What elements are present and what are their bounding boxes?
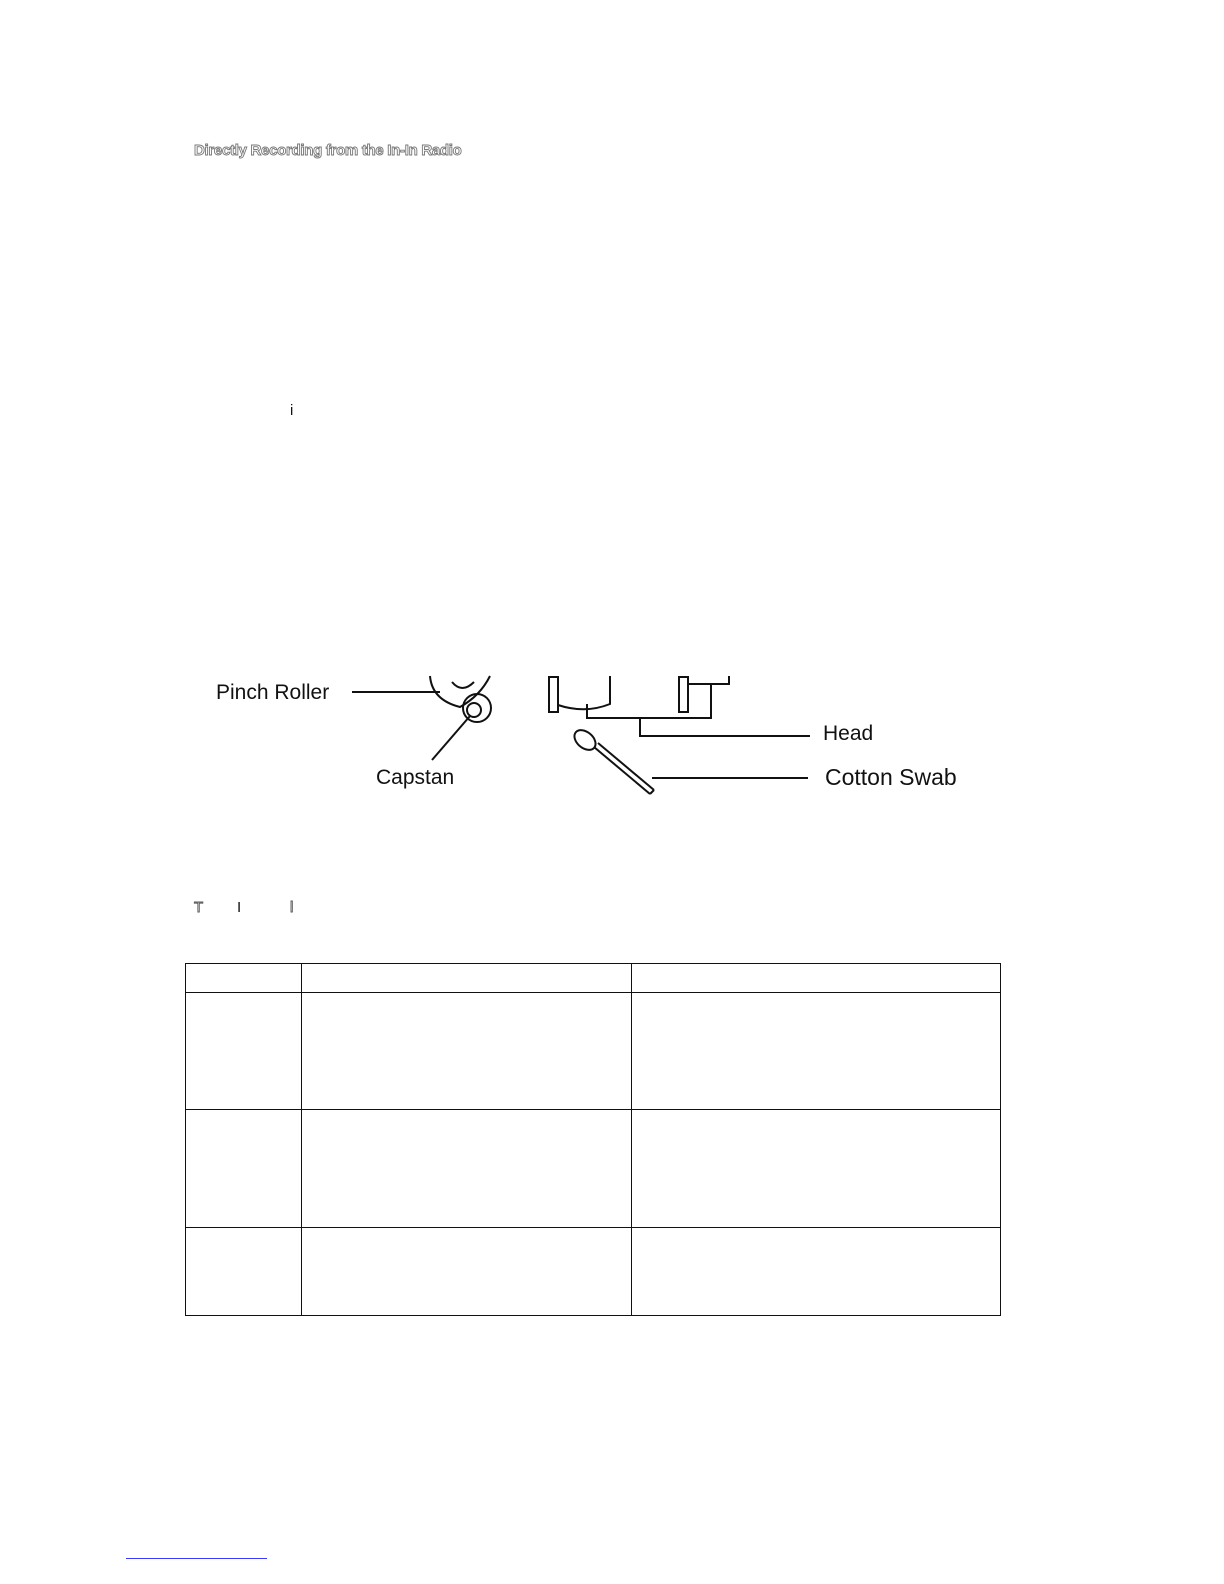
table-row — [186, 993, 1001, 1110]
table-row — [186, 1110, 1001, 1228]
head-block-left — [549, 677, 558, 712]
stray-mark: i — [290, 402, 294, 419]
capstan-leader — [432, 716, 470, 760]
table-cell — [632, 1228, 1001, 1316]
stray-mark: T — [194, 899, 204, 916]
page-heading: Directly Recording from the In-In Radio — [194, 142, 462, 159]
table-row — [186, 1228, 1001, 1316]
pinch-roller-label: Pinch Roller — [216, 681, 330, 704]
stray-mark: I — [237, 899, 242, 916]
stray-mark: l — [290, 899, 294, 916]
table-cell — [186, 964, 302, 993]
table-cell — [302, 1228, 632, 1316]
cotton-swab-tip — [571, 726, 600, 754]
table-cell — [186, 1110, 302, 1228]
table-cell — [302, 1110, 632, 1228]
cotton-swab-label: Cotton Swab — [825, 764, 957, 790]
table-header-row — [186, 964, 1001, 993]
footer-link-underline[interactable] — [126, 1558, 267, 1559]
table-cell — [302, 964, 632, 993]
head-label: Head — [823, 722, 874, 745]
table-cell — [186, 1228, 302, 1316]
table-cell — [632, 1110, 1001, 1228]
table-cell — [632, 993, 1001, 1110]
table-cell — [186, 993, 302, 1110]
table-cell — [632, 964, 1001, 993]
head-leader — [640, 718, 810, 736]
head-block-right — [679, 677, 688, 712]
troubleshooting-table — [185, 963, 1001, 1316]
table-cell — [302, 993, 632, 1110]
capstan-label: Capstan — [376, 766, 455, 789]
